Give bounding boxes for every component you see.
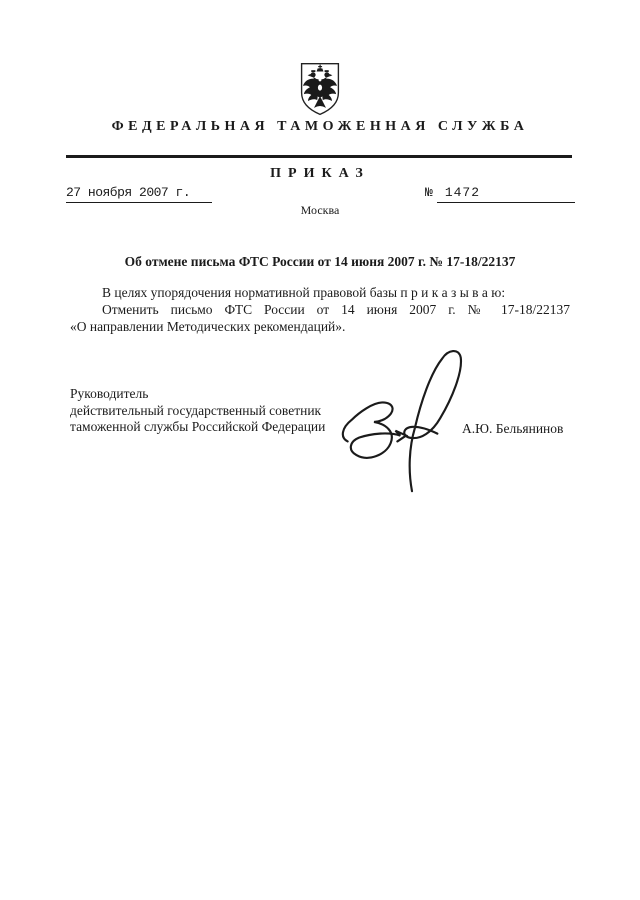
handwritten-signature-icon	[334, 345, 490, 493]
number-sign: №	[425, 185, 433, 200]
order-body	[70, 284, 570, 335]
signer-position-line: таможенной службы Российской Федерации	[70, 419, 326, 434]
russian-coat-of-arms-icon	[297, 62, 343, 117]
signer-position	[70, 386, 325, 436]
body-line: В целях упорядочения нормативной правовой базы п р и к а з ы в а ю:	[102, 285, 506, 300]
header-divider	[66, 155, 572, 158]
signer-position-line: Руководитель	[70, 386, 149, 401]
order-city: Москва	[300, 203, 340, 217]
order-number: 1472	[437, 185, 575, 203]
order-number-field	[425, 185, 575, 203]
body-line: Отменить письмо ФТС России от 14 июня 2007 г. № 17-18/22137	[102, 302, 570, 317]
signer-name: А.Ю. Бельянинов	[462, 421, 564, 436]
order-date: 27 ноября 2007 г.	[66, 185, 212, 203]
body-line: «О направлении Методических рекомендаций».	[70, 319, 346, 334]
agency-name: ФЕДЕРАЛЬНАЯ ТАМОЖЕННАЯ СЛУЖБА	[111, 119, 529, 134]
signer-position-line: действительный государственный советник	[70, 402, 322, 418]
document-type-title: ПРИКАЗ	[270, 166, 370, 181]
order-subject: Об отмене письма ФТС России от 14 июня 2007 г. № 17-18/22137	[124, 254, 516, 269]
